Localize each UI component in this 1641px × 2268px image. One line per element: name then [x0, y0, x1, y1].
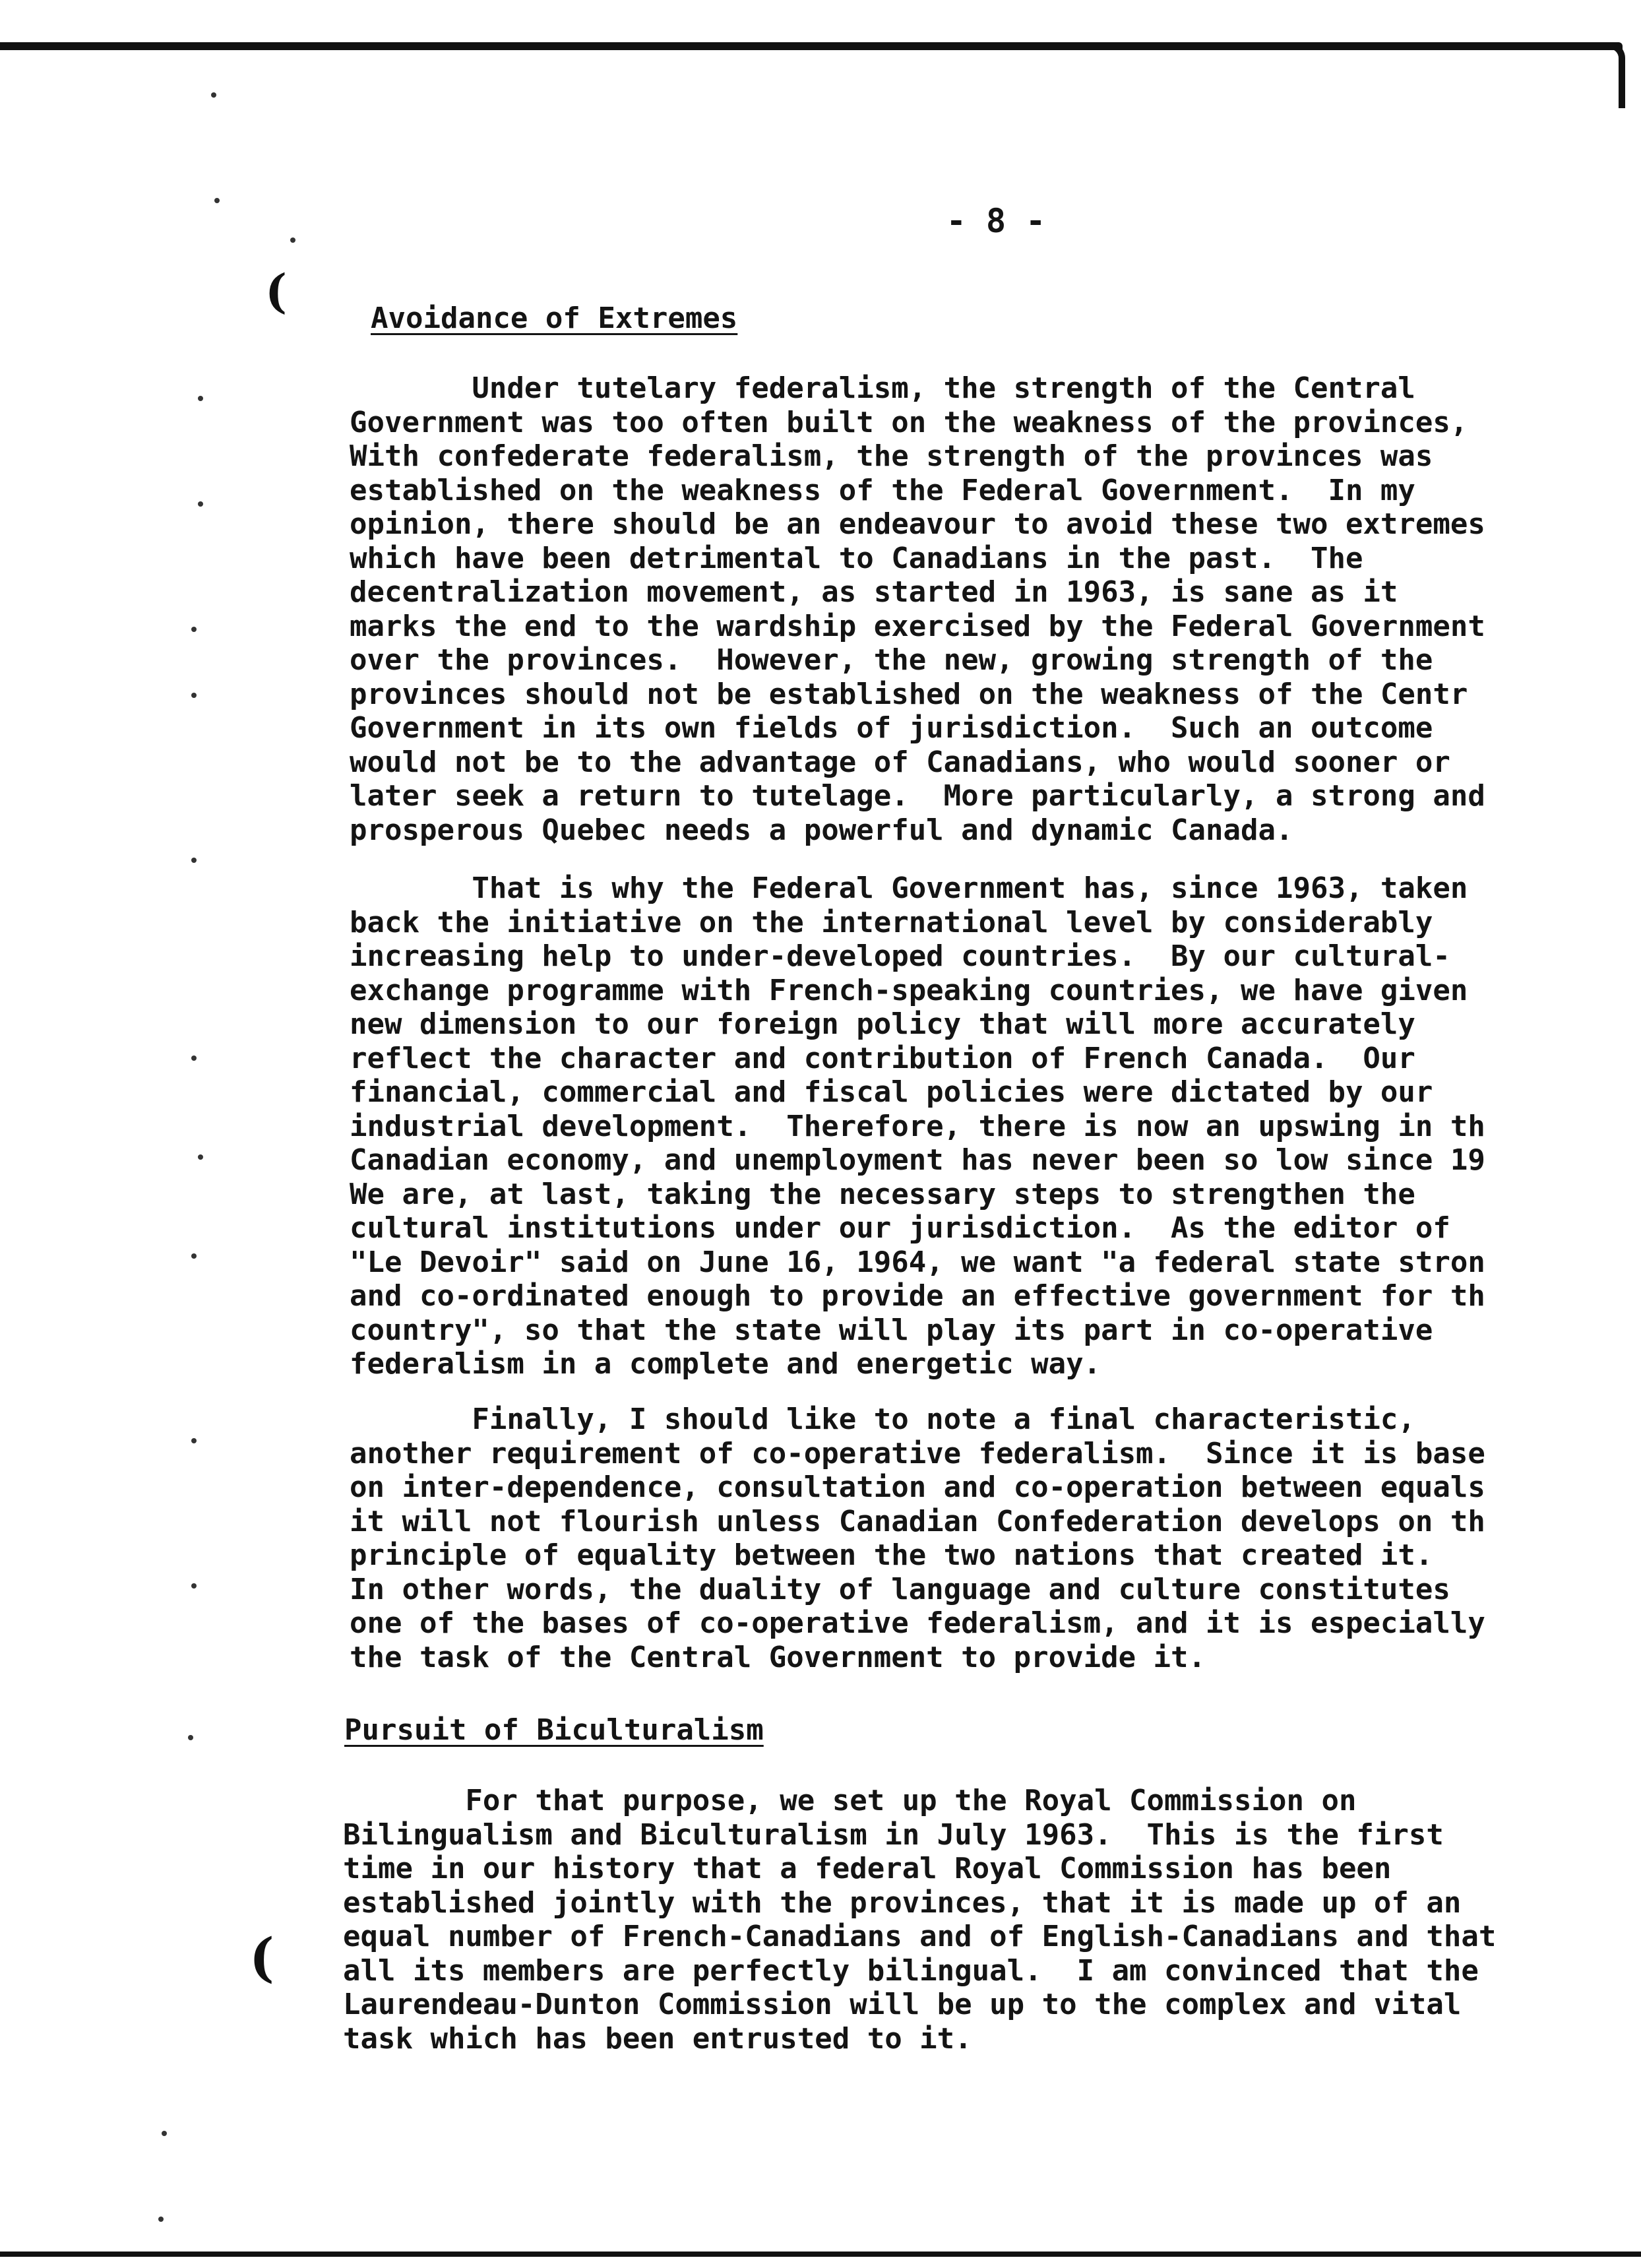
paragraph-avoidance-2 — [350, 871, 1629, 1381]
text-line: the task of the Central Government to provide it. — [350, 1640, 1206, 1674]
text-line: decentralization movement, as started in 1963, is sane as it — [350, 575, 1398, 609]
margin-speck — [214, 198, 220, 203]
text-line: another requirement of co-operative federalism. Since it is base — [350, 1436, 1485, 1470]
margin-speck — [198, 396, 203, 401]
text-line: marks the end to the wardship exercised by the Federal Government — [350, 609, 1485, 643]
margin-speck — [191, 1253, 197, 1259]
text-line: industrial development. Therefore, there is now an upswing in th — [350, 1109, 1485, 1143]
margin-speck — [290, 237, 295, 243]
bottom-border-line — [0, 2252, 1641, 2257]
margin-bracket-mark: ( — [265, 264, 288, 319]
text-line: provinces should not be established on the weakness of the Centr — [350, 677, 1468, 711]
text-line: prosperous Quebec needs a powerful and dynamic Canada. — [350, 813, 1293, 847]
text-line: task which has been entrusted to it. — [343, 2021, 972, 2056]
margin-speck — [191, 693, 197, 698]
text-line: established on the weakness of the Federal Government. In my — [350, 473, 1415, 507]
top-right-corner-curve — [1609, 42, 1625, 108]
margin-speck — [191, 627, 197, 632]
section-heading-avoidance-of-extremes: Avoidance of Extremes — [371, 301, 738, 335]
text-line: With confederate federalism, the strength of the provinces was — [350, 439, 1433, 473]
text-line: We are, at last, taking the necessary steps to strengthen the — [350, 1177, 1415, 1211]
text-line: cultural institutions under our jurisdiction. As the editor of — [350, 1211, 1450, 1245]
text-line: reflect the character and contribution of French Canada. Our — [350, 1041, 1415, 1075]
text-line: time in our history that a federal Royal Commission has been — [343, 1852, 1392, 1885]
text-line: which have been detrimental to Canadians in the past. The — [350, 541, 1363, 575]
text-line: Government was too often built on the weakness of the provinces, — [350, 405, 1468, 439]
text-line: back the initiative on the international level by considerably — [350, 905, 1433, 939]
page-number: - 8 - — [946, 202, 1046, 240]
text-line: For that purpose, we set up the Royal Commission on — [343, 1784, 1357, 1817]
text-line: it will not flourish unless Canadian Confederation develops on th — [350, 1504, 1485, 1538]
margin-speck — [211, 92, 216, 98]
text-line: over the provinces. However, the new, growing strength of the — [350, 643, 1433, 677]
text-line: later seek a return to tutelage. More particularly, a strong and — [350, 779, 1485, 813]
paragraph-avoidance-3 — [350, 1402, 1629, 1674]
text-line: federalism in a complete and energetic way. — [350, 1347, 1101, 1381]
text-line: country", so that the state will play its part in co-operative — [350, 1313, 1433, 1347]
text-line: In other words, the duality of language and culture constitutes — [350, 1572, 1450, 1606]
margin-speck — [191, 1438, 197, 1443]
text-line: Finally, I should like to note a final characteristic, — [350, 1402, 1415, 1436]
margin-speck — [191, 858, 197, 863]
text-line: on inter-dependence, consultation and co-operation between equals — [350, 1470, 1485, 1504]
margin-speck — [162, 2131, 167, 2136]
text-line: Under tutelary federalism, the strength of the Central — [350, 371, 1415, 405]
text-line: established jointly with the provinces, that it is made up of an — [343, 1885, 1462, 1920]
text-line: Bilingualism and Biculturalism in July 1963. This is the first — [343, 1817, 1444, 1852]
text-line: exchange programme with French-speaking countries, we have given — [350, 973, 1468, 1007]
text-line: one of the bases of co-operative federalism, and it is especially — [350, 1606, 1485, 1640]
text-line: opinion, there should be an endeavour to avoid these two extremes — [350, 507, 1485, 541]
text-line: financial, commercial and fiscal policies were dictated by our — [350, 1075, 1433, 1109]
text-line: new dimension to our foreign policy that will more accurately — [350, 1007, 1415, 1041]
margin-bracket-mark: ( — [249, 1926, 274, 1988]
text-line: Laurendeau-Dunton Commission will be up to the complex and vital — [343, 1988, 1462, 2021]
margin-speck — [191, 1055, 197, 1061]
margin-speck — [191, 1583, 197, 1589]
text-line: and co-ordinated enough to provide an effective government for th — [350, 1279, 1485, 1313]
paragraph-avoidance-1 — [350, 371, 1629, 847]
text-line: Canadian economy, and unemployment has never been so low since 19 — [350, 1143, 1485, 1177]
section-heading-pursuit-of-biculturalism: Pursuit of Biculturalism — [344, 1713, 764, 1747]
top-border-line — [0, 42, 1623, 50]
margin-speck — [158, 2217, 164, 2222]
margin-speck — [188, 1735, 193, 1740]
text-line: all its members are perfectly bilingual. I am convinced that the — [343, 1953, 1479, 1988]
text-line: equal number of French-Canadians and of English-Canadians and that — [343, 1920, 1497, 1953]
text-line: That is why the Federal Government has, since 1963, taken — [350, 871, 1468, 905]
paragraph-biculturalism-1 — [343, 1784, 1623, 2056]
text-line: principle of equality between the two nations that created it. — [350, 1538, 1433, 1572]
text-line: Government in its own fields of jurisdiction. Such an outcome — [350, 711, 1433, 745]
margin-speck — [198, 1154, 203, 1160]
text-line: "Le Devoir" said on June 16, 1964, we want "a federal state stron — [350, 1245, 1485, 1279]
margin-speck — [198, 501, 203, 507]
text-line: would not be to the advantage of Canadians, who would sooner or — [350, 745, 1450, 779]
text-line: increasing help to under-developed countries. By our cultural- — [350, 939, 1450, 973]
